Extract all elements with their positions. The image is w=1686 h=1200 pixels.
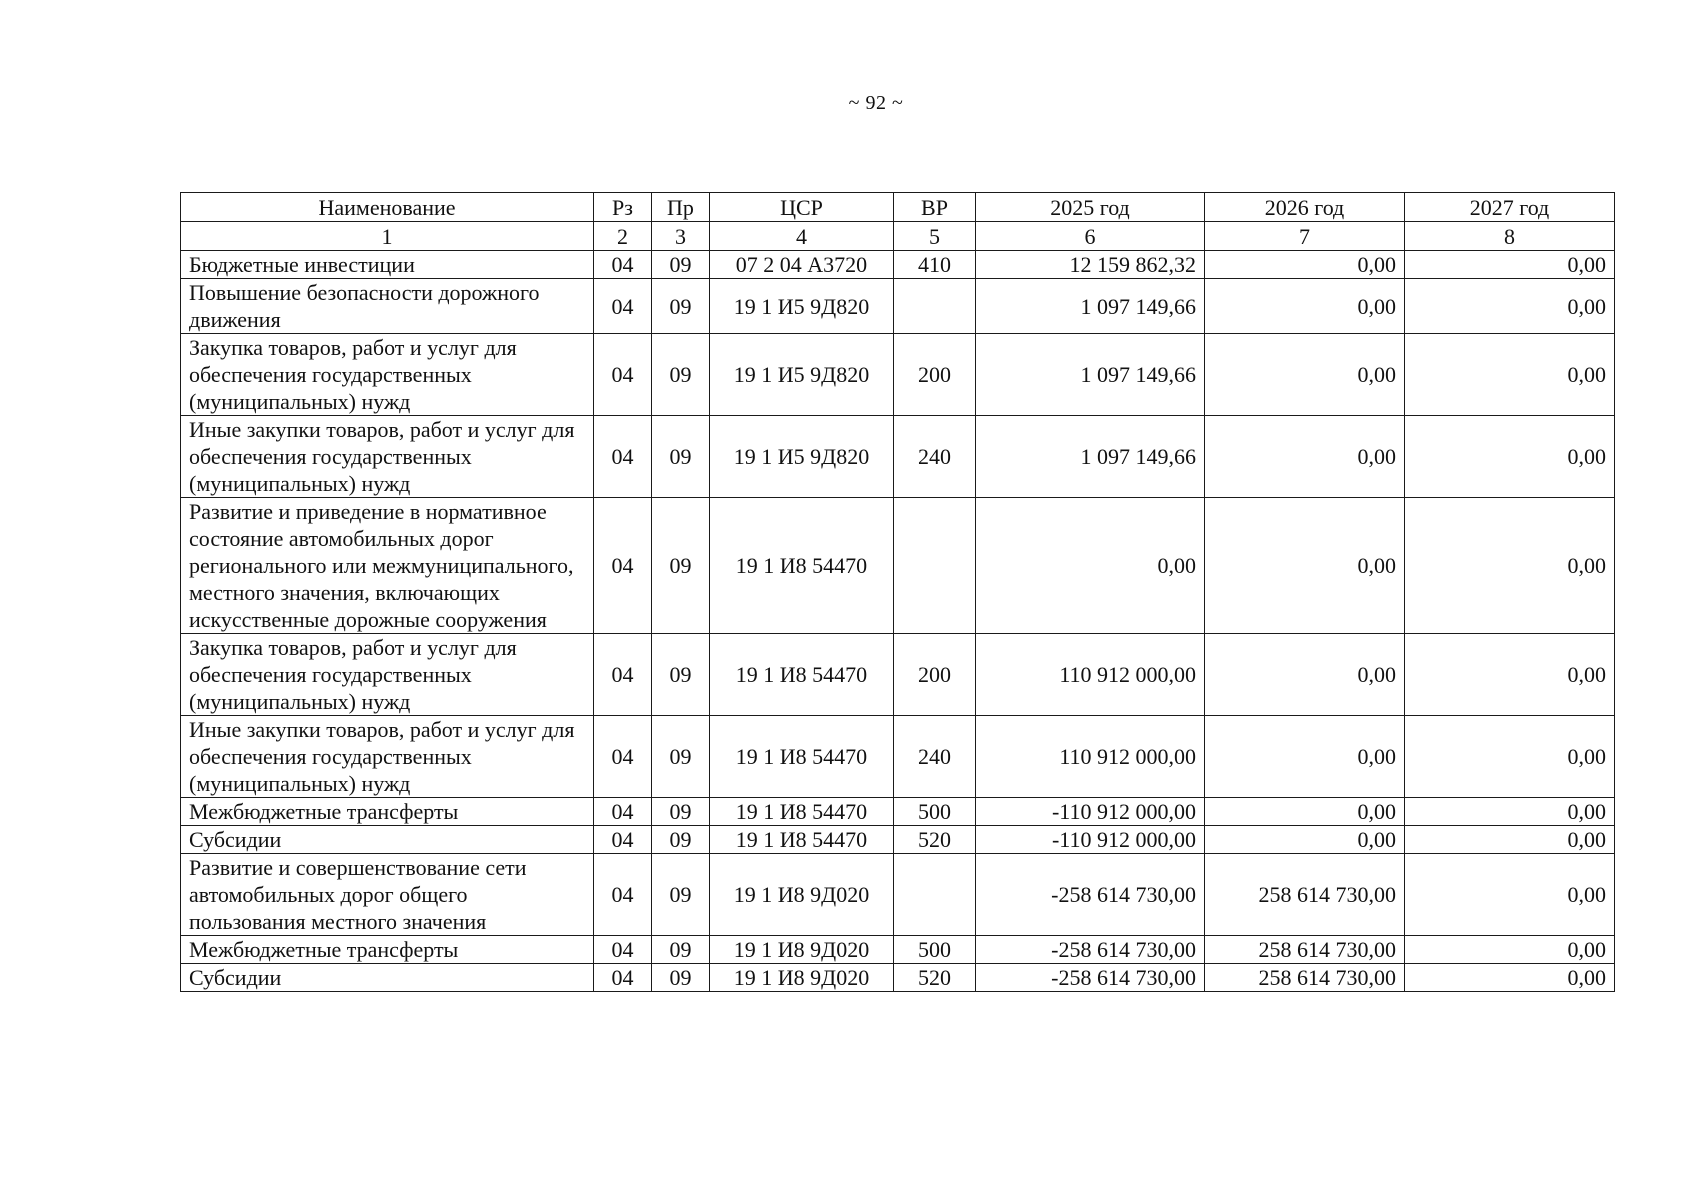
cell-rz: 04: [594, 279, 652, 334]
cell-csr: 19 1 И8 54470: [710, 634, 894, 716]
cell-pr: 09: [652, 826, 710, 854]
table-row: [181, 964, 1615, 992]
column-number: 3: [652, 222, 710, 251]
cell-name: Повышение безопасности дорожного движения: [181, 279, 594, 334]
cell-name: Иные закупки товаров, работ и услуг для обеспечения государственных (муниципальных) нужд: [181, 716, 594, 798]
cell-2027: 0,00: [1405, 964, 1615, 992]
header-pr: Пр: [652, 193, 710, 222]
cell-2027: 0,00: [1405, 854, 1615, 936]
header-name: Наименование: [181, 193, 594, 222]
cell-pr: 09: [652, 634, 710, 716]
table-row: [181, 334, 1615, 416]
cell-2027: 0,00: [1405, 498, 1615, 634]
cell-rz: 04: [594, 334, 652, 416]
page-number: ~ 92 ~: [848, 92, 904, 114]
column-number: 5: [894, 222, 976, 251]
cell-2025: 110 912 000,00: [976, 716, 1205, 798]
cell-2025: 1 097 149,66: [976, 279, 1205, 334]
cell-2026: 0,00: [1205, 798, 1405, 826]
cell-vr: 500: [894, 936, 976, 964]
cell-pr: 09: [652, 716, 710, 798]
cell-vr: [894, 854, 976, 936]
header-2026: 2026 год: [1205, 193, 1405, 222]
cell-2026: 0,00: [1205, 826, 1405, 854]
cell-name: Развитие и приведение в нормативное состояние автомобильных дорог регионального или межмуниципального, местного значения, включающих искусственные дорожные сооружения: [181, 498, 594, 634]
cell-2026: 258 614 730,00: [1205, 854, 1405, 936]
table-row: [181, 416, 1615, 498]
header-vr: ВР: [894, 193, 976, 222]
cell-name: Закупка товаров, работ и услуг для обеспечения государственных (муниципальных) нужд: [181, 634, 594, 716]
cell-2025: 1 097 149,66: [976, 416, 1205, 498]
cell-2027: 0,00: [1405, 936, 1615, 964]
cell-csr: 19 1 И5 9Д820: [710, 416, 894, 498]
cell-csr: 19 1 И8 54470: [710, 826, 894, 854]
cell-csr: 19 1 И5 9Д820: [710, 279, 894, 334]
column-number: 4: [710, 222, 894, 251]
cell-2026: 258 614 730,00: [1205, 964, 1405, 992]
table-row: [181, 798, 1615, 826]
cell-pr: 09: [652, 279, 710, 334]
cell-rz: 04: [594, 826, 652, 854]
cell-rz: 04: [594, 798, 652, 826]
budget-table: [180, 192, 1615, 992]
cell-vr: 500: [894, 798, 976, 826]
cell-2025: -258 614 730,00: [976, 964, 1205, 992]
cell-2025: 12 159 862,32: [976, 251, 1205, 279]
cell-csr: 19 1 И8 54470: [710, 798, 894, 826]
cell-name: Иные закупки товаров, работ и услуг для обеспечения государственных (муниципальных) нужд: [181, 416, 594, 498]
cell-rz: 04: [594, 634, 652, 716]
cell-name: Субсидии: [181, 964, 594, 992]
table-row: [181, 279, 1615, 334]
cell-pr: 09: [652, 251, 710, 279]
cell-2027: 0,00: [1405, 716, 1615, 798]
cell-2027: 0,00: [1405, 334, 1615, 416]
cell-name: Субсидии: [181, 826, 594, 854]
cell-rz: 04: [594, 498, 652, 634]
cell-2025: -110 912 000,00: [976, 798, 1205, 826]
cell-vr: [894, 498, 976, 634]
cell-2025: -110 912 000,00: [976, 826, 1205, 854]
column-number-row: [181, 222, 1615, 251]
cell-2027: 0,00: [1405, 416, 1615, 498]
cell-csr: 19 1 И8 54470: [710, 716, 894, 798]
cell-vr: 200: [894, 634, 976, 716]
table-row: [181, 936, 1615, 964]
table-row: [181, 498, 1615, 634]
cell-2026: 0,00: [1205, 334, 1405, 416]
cell-2025: -258 614 730,00: [976, 936, 1205, 964]
cell-vr: [894, 279, 976, 334]
cell-csr: 19 1 И8 9Д020: [710, 964, 894, 992]
table-row: [181, 826, 1615, 854]
cell-csr: 19 1 И8 54470: [710, 498, 894, 634]
table-row: [181, 251, 1615, 279]
cell-rz: 04: [594, 416, 652, 498]
cell-2025: 1 097 149,66: [976, 334, 1205, 416]
cell-2026: 0,00: [1205, 498, 1405, 634]
column-number: 2: [594, 222, 652, 251]
cell-name: Межбюджетные трансферты: [181, 936, 594, 964]
cell-csr: 19 1 И5 9Д820: [710, 334, 894, 416]
cell-2026: 0,00: [1205, 716, 1405, 798]
header-rz: Рз: [594, 193, 652, 222]
cell-name: Закупка товаров, работ и услуг для обеспечения государственных (муниципальных) нужд: [181, 334, 594, 416]
cell-vr: 240: [894, 716, 976, 798]
cell-rz: 04: [594, 964, 652, 992]
header-csr: ЦСР: [710, 193, 894, 222]
cell-2026: 0,00: [1205, 634, 1405, 716]
header-2027: 2027 год: [1405, 193, 1615, 222]
cell-vr: 520: [894, 964, 976, 992]
cell-pr: 09: [652, 498, 710, 634]
cell-pr: 09: [652, 798, 710, 826]
table-row: [181, 854, 1615, 936]
column-number: 7: [1205, 222, 1405, 251]
header-row: [181, 193, 1615, 222]
cell-pr: 09: [652, 964, 710, 992]
column-number: 8: [1405, 222, 1615, 251]
cell-name: Межбюджетные трансферты: [181, 798, 594, 826]
cell-2027: 0,00: [1405, 251, 1615, 279]
cell-2026: 0,00: [1205, 251, 1405, 279]
cell-csr: 07 2 04 А3720: [710, 251, 894, 279]
cell-2025: 110 912 000,00: [976, 634, 1205, 716]
cell-csr: 19 1 И8 9Д020: [710, 854, 894, 936]
cell-rz: 04: [594, 854, 652, 936]
cell-name: Бюджетные инвестиции: [181, 251, 594, 279]
column-number: 1: [181, 222, 594, 251]
header-2025: 2025 год: [976, 193, 1205, 222]
cell-rz: 04: [594, 936, 652, 964]
cell-2026: 258 614 730,00: [1205, 936, 1405, 964]
cell-rz: 04: [594, 251, 652, 279]
cell-2027: 0,00: [1405, 634, 1615, 716]
cell-2026: 0,00: [1205, 279, 1405, 334]
cell-name: Развитие и совершенствование сети автомобильных дорог общего пользования местного значения: [181, 854, 594, 936]
cell-pr: 09: [652, 854, 710, 936]
cell-vr: 410: [894, 251, 976, 279]
cell-vr: 240: [894, 416, 976, 498]
cell-2027: 0,00: [1405, 279, 1615, 334]
cell-2026: 0,00: [1205, 416, 1405, 498]
cell-pr: 09: [652, 334, 710, 416]
cell-vr: 520: [894, 826, 976, 854]
cell-csr: 19 1 И8 9Д020: [710, 936, 894, 964]
column-number: 6: [976, 222, 1205, 251]
cell-2027: 0,00: [1405, 826, 1615, 854]
cell-rz: 04: [594, 716, 652, 798]
cell-pr: 09: [652, 416, 710, 498]
cell-2025: -258 614 730,00: [976, 854, 1205, 936]
cell-vr: 200: [894, 334, 976, 416]
cell-2027: 0,00: [1405, 798, 1615, 826]
table-row: [181, 716, 1615, 798]
table-row: [181, 634, 1615, 716]
cell-pr: 09: [652, 936, 710, 964]
cell-2025: 0,00: [976, 498, 1205, 634]
